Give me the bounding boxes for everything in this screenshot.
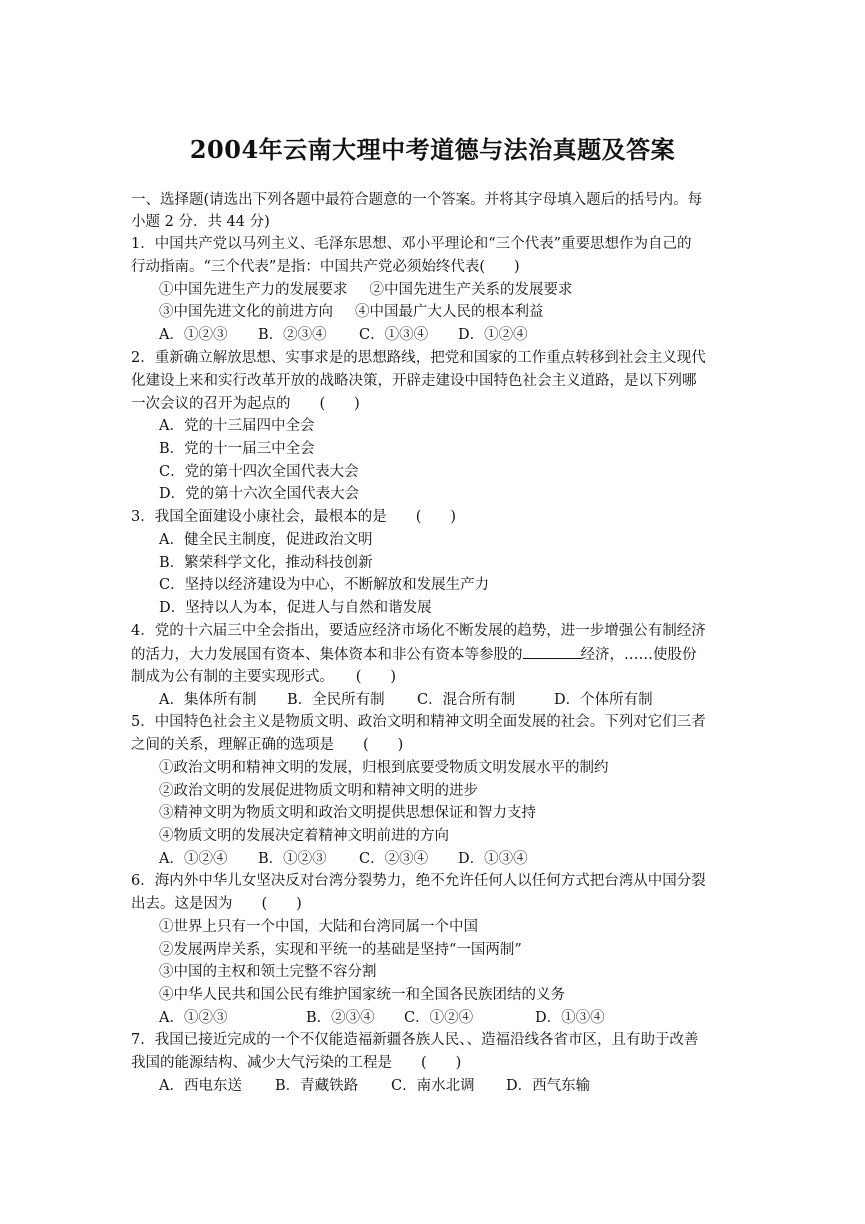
q6-stem-line2: 出去。这是因为 ( ): [131, 896, 302, 912]
q1-item: ④中国最广大人民的根本利益: [355, 304, 544, 320]
q5-option: C．②③④: [359, 851, 429, 867]
q5-option: B．①②③: [258, 851, 327, 867]
q5-item-4: ④物质文明的发展决定着精神文明前进的方向: [159, 828, 449, 844]
q2-stem-line1: 2．重新确立解放思想、实事求是的思想路线，把党和国家的工作重点转移到社会主义现代: [131, 350, 706, 366]
q6-item-3: ③中国的主权和领土完整不容分割: [159, 964, 377, 980]
q5-options: [159, 849, 528, 869]
q7-option: B．青藏铁路: [275, 1078, 359, 1094]
q6-stem-line1: 6．海内外中华儿女坚决反对台湾分裂势力，绝不允许任何人以任何方式把台湾从中国分裂: [131, 873, 706, 889]
q4-option: B．全民所有制: [287, 692, 385, 708]
q2-option-a: A．党的十三届四中全会: [159, 418, 315, 434]
q6-options: [159, 1008, 605, 1028]
q4-stem-line1: 4．党的十六届三中全会指出，要适应经济市场化不断发展的趋势，进一步增强公有制经济: [131, 623, 706, 639]
q2-option-c: C．党的第十四次全国代表大会: [159, 464, 359, 480]
q4-stem-line3: 制成为公有制的主要实现形式。 ( ): [131, 669, 397, 685]
q2-option-b: B．党的十一届三中全会: [159, 441, 315, 457]
q3-option-d: D．坚持以人为本，促进人与自然和谐发展: [159, 600, 432, 616]
q7-stem-line1: 7．我国已接近完成的一个不仅能造福新疆各族人民、、造福沿线各省市区，且有助于改善: [131, 1032, 699, 1048]
q4-option: A．集体所有制: [159, 692, 257, 708]
q5-stem-line2: 之间的关系，理解正确的选项是 ( ): [131, 737, 404, 753]
q1-stem-line2: 行动指南。“三个代表”是指：中国共产党必须始终代表( ): [131, 259, 520, 275]
q1-option: D．①②④: [458, 327, 528, 343]
q2-option-d: D．党的第十六次全国代表大会: [159, 486, 360, 502]
q6-item-2: ②发展两岸关系，实现和平统一的基础是坚持“一国两制”: [159, 942, 522, 958]
q4-stem-line2: [131, 644, 697, 665]
q3-stem-line1: 3．我国全面建设小康社会，最根本的是 ( ): [131, 509, 457, 525]
q5-stem-line1: 5．中国特色社会主义是物质文明、政治文明和精神文明全面发展的社会。下列对它们三者: [131, 714, 706, 730]
q6-option: B．②③④: [306, 1010, 375, 1026]
q1-item: ②中国先进生产关系的发展要求: [369, 282, 573, 298]
q5-option: A．①②④: [159, 851, 228, 867]
q1-item: ①中国先进生产力的发展要求: [159, 282, 348, 298]
q7-option: C．南水北调: [391, 1078, 475, 1094]
q5-item-3: ③精神文明为物质文明和政治文明提供思想保证和智力支持: [159, 805, 536, 821]
q3-option-b: B．繁荣科学文化，推动科技创新: [159, 555, 373, 571]
q1-items-row1: [159, 280, 573, 300]
q4-fill-blank: [523, 644, 581, 659]
q6-item-4: ④中华人民共和国公民有维护国家统一和全国各民族团结的义务: [159, 987, 565, 1003]
q5-item-2: ②政治文明的发展促进物质文明和精神文明的进步: [159, 783, 478, 799]
q7-option: A．西电东送: [159, 1078, 242, 1094]
q5-item-1: ①政治文明和精神文明的发展，归根到底要受物质文明发展水平的制约: [159, 760, 609, 776]
q1-items-row2: [159, 302, 544, 322]
q1-item: ③中国先进文化的前进方向: [159, 304, 333, 320]
q3-option-c: C．坚持以经济建设为中心，不断解放和发展生产力: [159, 577, 490, 593]
q4-stem-part-a: 的活力，大力发展国有资本、集体资本和非公有资本等参股的: [131, 647, 523, 663]
section-intro-line1: 一、选择题(请选出下列各题中最符合题意的一个答案。并将其字母填入题后的括号内。每: [131, 192, 703, 208]
q1-options: [159, 325, 528, 345]
q4-option: C．混合所有制: [417, 692, 516, 708]
q1-option: A．①②③: [159, 327, 228, 343]
q6-option: C．①②④: [404, 1010, 474, 1026]
page-title: 2004年云南大理中考道德与法治真题及答案: [189, 135, 676, 164]
q5-option: D．①③④: [458, 851, 528, 867]
q1-option: C．①③④: [359, 327, 429, 343]
q7-option: D．西气东输: [506, 1078, 591, 1094]
q6-option: A．①②③: [159, 1010, 228, 1026]
q6-option: D．①③④: [535, 1010, 605, 1026]
q6-item-1: ①世界上只有一个中国，大陆和台湾同属一个中国: [159, 919, 478, 935]
q4-options: [159, 690, 653, 710]
q3-option-a: A．健全民主制度，促进政治文明: [159, 532, 373, 548]
section-intro-line2: 小题 2 分．共 44 分): [131, 214, 270, 230]
q4-stem-part-b: 经济，……使股份: [580, 647, 697, 663]
q1-stem-line1: 1．中国共产党以马列主义、毛泽东思想、邓小平理论和“三个代表”重要思想作为自己的: [131, 236, 692, 252]
q7-options: [159, 1076, 590, 1096]
q7-stem-line2: 我国的能源结构、减少大气污染的工程是 ( ): [131, 1055, 462, 1071]
q1-option: B．②③④: [258, 327, 327, 343]
q4-option: D．个体所有制: [554, 692, 653, 708]
q2-stem-line3: 一次会议的召开为起点的 ( ): [131, 396, 360, 412]
q2-stem-line2: 化建设上来和实行改革开放的战略决策，开辟走建设中国特色社会主义道路，是以下列哪: [131, 373, 697, 389]
